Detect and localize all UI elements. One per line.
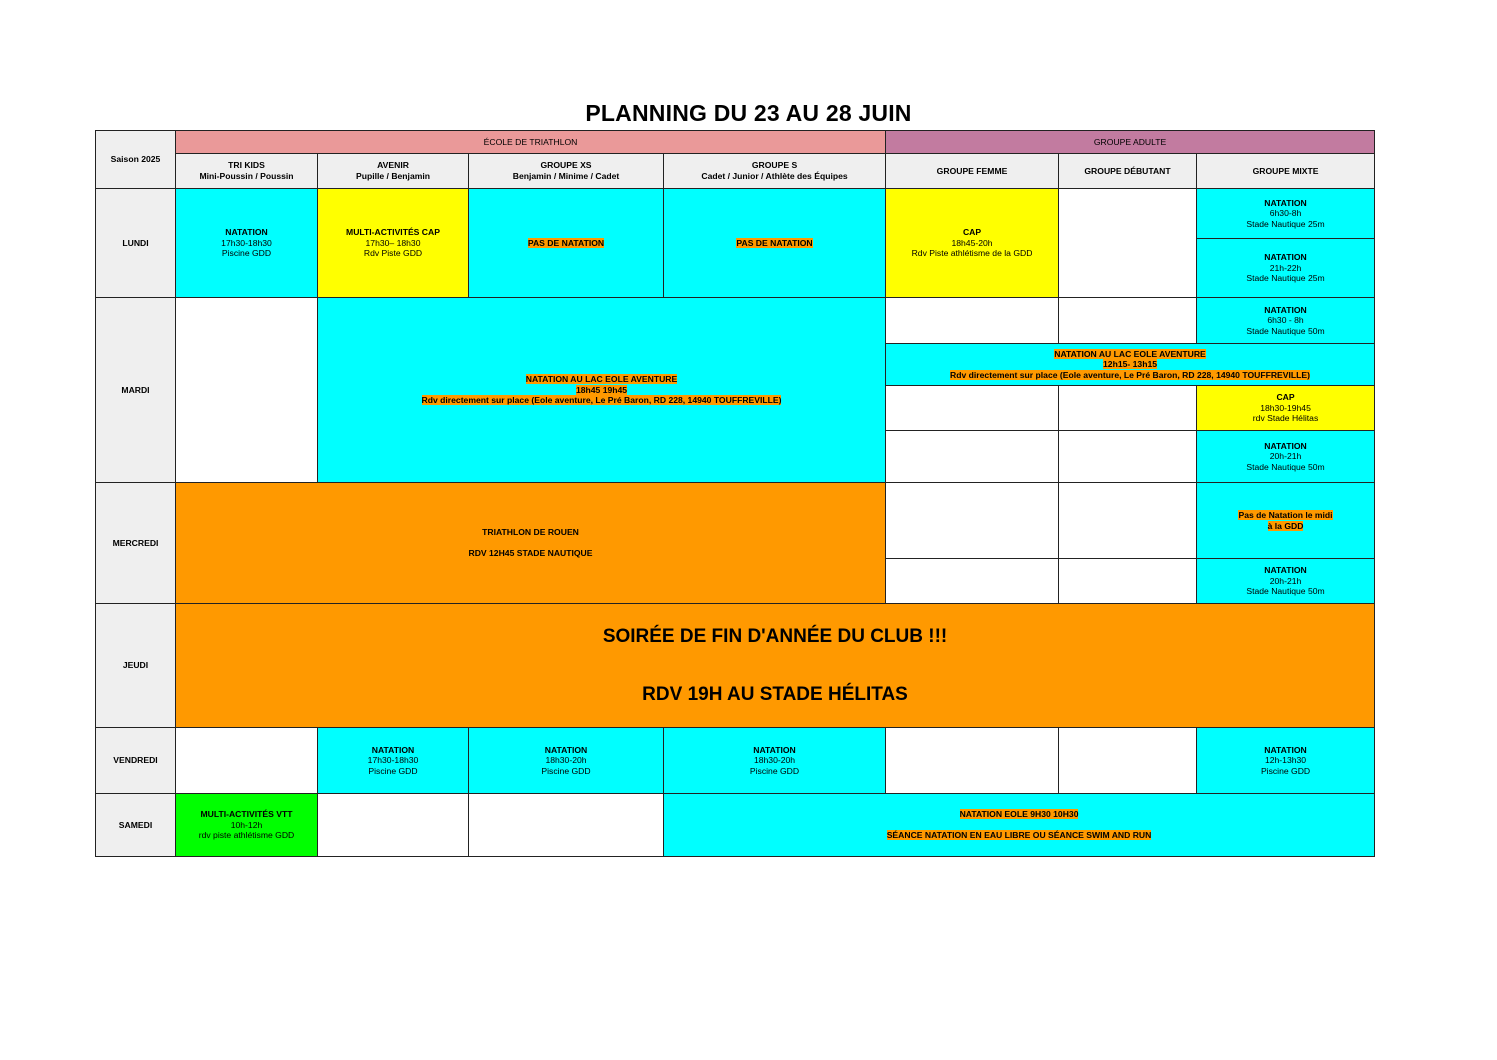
empty-cell (886, 386, 1059, 431)
empty-cell (886, 559, 1059, 604)
session-time: 12h-13h30 (1264, 755, 1307, 766)
event-line-2: RDV 19H AU STADE HÉLITAS (642, 683, 908, 705)
session-title: NATATION (371, 744, 415, 755)
event-line-1: SOIRÉE DE FIN D'ANNÉE DU CLUB !!! (602, 625, 948, 647)
session-title: NATATION (1264, 565, 1307, 576)
session-time: 17h30-18h30 (367, 755, 419, 766)
session-time: 10h-12h (230, 819, 263, 830)
column-header-femme (886, 154, 1059, 189)
session-place: Stade Nautique 50m (1246, 325, 1325, 336)
session-place: Piscine GDD (749, 765, 800, 776)
day-vendredi: VENDREDI (96, 728, 176, 794)
session-place: Stade Nautique 50m (1246, 586, 1325, 597)
session-time: 20h-21h (1269, 451, 1302, 462)
session-place: Piscine GDD (221, 248, 272, 259)
session-place: rdv piste athlétisme GDD (198, 830, 295, 841)
session-lundi-avenir (318, 189, 469, 298)
day-samedi: SAMEDI (96, 794, 176, 857)
session-vendredi-avenir (318, 728, 469, 794)
column-header-mixte (1197, 154, 1375, 189)
column-sub: Mini-Poussin / Poussin (199, 171, 294, 181)
event-rdv: RDV 12H45 STADE NAUTIQUE (468, 548, 593, 558)
empty-cell (1059, 728, 1197, 794)
column-name: TRI KIDS (228, 160, 265, 171)
session-vendredi-xs (469, 728, 664, 794)
empty-cell (176, 298, 318, 483)
day-mardi: MARDI (96, 298, 176, 483)
session-place: Stade Nautique 25m (1246, 218, 1325, 229)
day-jeudi: JEUDI (96, 604, 176, 728)
session-place: Rdv directement sur place (Eole aventure, Le Pré Baron, RD 228, 14940 TOUFFREVILLE) (421, 395, 782, 406)
session-mardi-mixte-natation (1197, 431, 1375, 483)
notice-line-2: à la GDD (1267, 520, 1304, 531)
notice-line-1: Pas de Natation le midi (1238, 509, 1333, 520)
column-name: GROUPE S (751, 160, 798, 171)
event-title: TRIATHLON DE ROUEN (482, 527, 579, 538)
session-time: 18h30-20h (545, 755, 587, 766)
session-place: Piscine GDD (368, 765, 418, 776)
group-header-adulte: GROUPE ADULTE (886, 131, 1375, 154)
session-place: rdv Stade Hélitas (1252, 413, 1319, 424)
session-time: 6h30 - 8h (1267, 315, 1304, 326)
empty-cell (1059, 386, 1197, 431)
session-mercredi-triathlon-rouen (176, 483, 886, 604)
session-time: 18h45 19h45 (575, 384, 628, 395)
session-time: 6h30-8h (1269, 208, 1302, 219)
column-name: AVENIR (377, 160, 409, 171)
empty-cell (1059, 298, 1197, 344)
empty-cell (886, 431, 1059, 483)
session-time: 18h30-19h45 (1260, 402, 1311, 413)
empty-cell (886, 298, 1059, 344)
session-time: 21h-22h (1269, 262, 1302, 273)
column-name: GROUPE XS (540, 160, 592, 171)
empty-cell (176, 728, 318, 794)
session-lundi-s (664, 189, 886, 298)
session-place: Stade Nautique 50m (1246, 461, 1325, 472)
no-swim-notice: PAS DE NATATION (527, 237, 605, 248)
column-header-s (664, 154, 886, 189)
session-place: Piscine GDD (1260, 765, 1311, 776)
session-mardi-lac-adulte (886, 344, 1375, 386)
session-title: NATATION (1264, 304, 1307, 315)
empty-cell (1059, 189, 1197, 298)
session-mercredi-mixte-2 (1197, 559, 1375, 604)
session-title: NATATION AU LAC EOLE AVENTURE (525, 374, 678, 385)
schedule-table (95, 130, 1375, 857)
session-mardi-lac-ecole (318, 298, 886, 483)
group-header-ecole: ÉCOLE DE TRIATHLON (176, 131, 886, 154)
column-name: GROUPE MIXTE (1252, 165, 1319, 176)
session-title: MULTI-ACTIVITÉS VTT (200, 809, 293, 820)
session-lundi-femme (886, 189, 1059, 298)
session-place: Piscine GDD (541, 765, 591, 776)
column-header-xs (469, 154, 664, 189)
session-place: Stade Nautique 25m (1246, 273, 1325, 284)
empty-cell (469, 794, 664, 857)
empty-cell (1059, 483, 1197, 559)
session-time: 20h-21h (1269, 575, 1302, 586)
session-lundi-trikids (176, 189, 318, 298)
session-title: CAP (1276, 392, 1295, 403)
event-jeudi-soiree (176, 604, 1375, 728)
column-sub: Benjamin / Minime / Cadet (512, 171, 620, 181)
session-title: MULTI-ACTIVITÉS CAP (346, 227, 440, 238)
no-swim-notice: PAS DE NATATION (736, 237, 813, 248)
column-sub: Pupille / Benjamin (355, 171, 431, 181)
session-time: 18h45-20h (951, 237, 993, 248)
session-mardi-mixte-cap (1197, 386, 1375, 431)
session-place: Rdv Piste GDD (363, 248, 423, 259)
session-time: 12h15- 13h15 (1103, 359, 1158, 370)
session-vendredi-mixte (1197, 728, 1375, 794)
session-title: NATATION EOLE 9H30 10H30 (959, 809, 1079, 820)
session-subtitle: SÉANCE NATATION EN EAU LIBRE OU SÉANCE SWIM AND RUN (886, 830, 1152, 840)
session-title: NATATION (1264, 744, 1307, 755)
session-title: NATATION (1264, 440, 1307, 451)
session-time: 18h30-20h (753, 755, 796, 766)
session-title: NATATION (753, 744, 796, 755)
session-title: NATATION AU LAC EOLE AVENTURE (1054, 348, 1206, 359)
session-lundi-xs (469, 189, 664, 298)
session-mercredi-mixte-1 (1197, 483, 1375, 559)
column-name: GROUPE FEMME (936, 165, 1008, 176)
session-lundi-mixte-1 (1197, 189, 1375, 239)
empty-cell (1059, 559, 1197, 604)
column-header-trikids (176, 154, 318, 189)
session-vendredi-s (664, 728, 886, 794)
session-time: 17h30-18h30 (221, 237, 272, 248)
session-title: NATATION (1264, 197, 1307, 208)
session-title: CAP (962, 227, 982, 238)
column-header-debutant (1059, 154, 1197, 189)
day-lundi: LUNDI (96, 189, 176, 298)
column-name: GROUPE DÉBUTANT (1084, 165, 1171, 176)
column-header-avenir (318, 154, 469, 189)
session-samedi-eole (664, 794, 1375, 857)
session-lundi-mixte-2 (1197, 239, 1375, 298)
session-title: NATATION (1264, 252, 1307, 263)
page-title: PLANNING DU 23 AU 28 JUIN (585, 100, 912, 126)
session-place: Rdv directement sur place (Eole aventure, Le Pré Baron, RD 228, 14940 TOUFFREVILLE) (950, 369, 1310, 380)
empty-cell (1059, 431, 1197, 483)
day-mercredi: MERCREDI (96, 483, 176, 604)
empty-cell (886, 728, 1059, 794)
season-label: Saison 2025 (96, 131, 176, 189)
empty-cell (318, 794, 469, 857)
column-sub: Cadet / Junior / Athlète des Équipes (701, 171, 848, 181)
session-title: NATATION (544, 744, 588, 755)
session-mardi-mixte-1 (1197, 298, 1375, 344)
empty-cell (886, 483, 1059, 559)
session-place: Rdv Piste athlétisme de la GDD (911, 248, 1033, 259)
session-time: 17h30– 18h30 (365, 237, 421, 248)
session-title: NATATION (225, 227, 268, 238)
session-samedi-trikids (176, 794, 318, 857)
